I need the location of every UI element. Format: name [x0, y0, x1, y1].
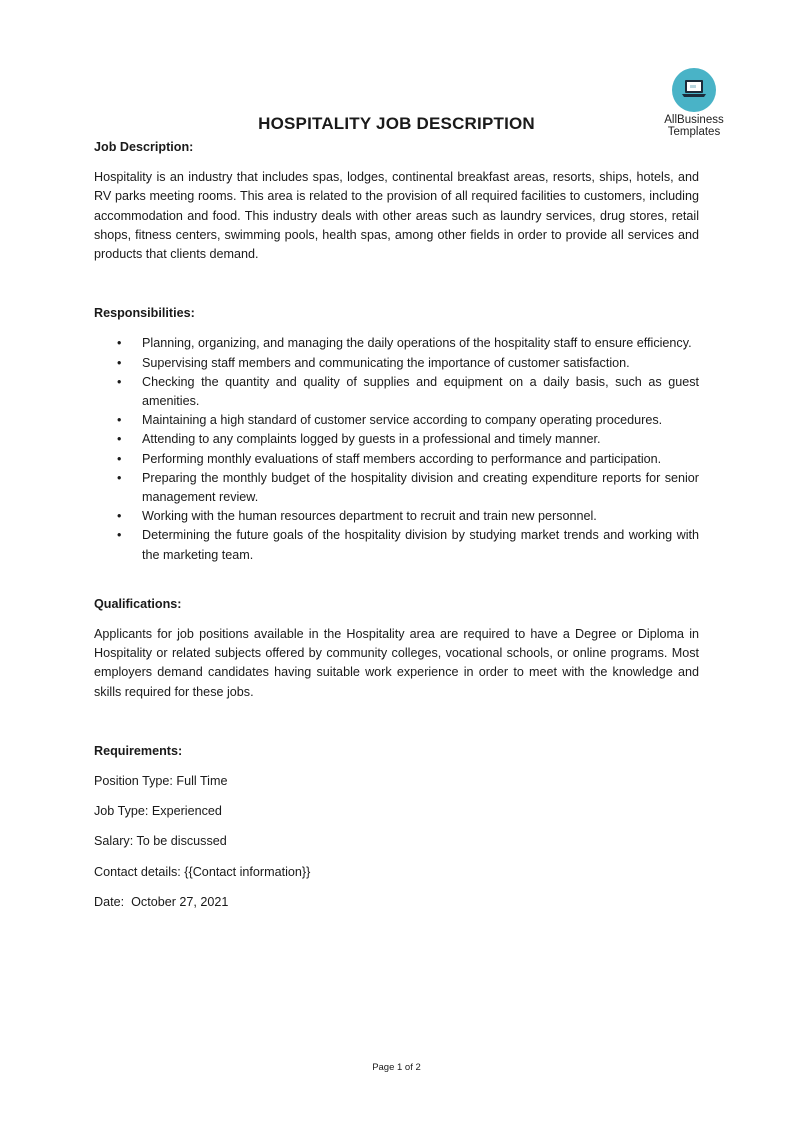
- page-title: HOSPITALITY JOB DESCRIPTION: [258, 114, 535, 133]
- responsibilities-list: [94, 334, 699, 564]
- contact-details: Contact details: {{Contact information}}: [94, 864, 311, 879]
- page-number: Page 1 of 2: [372, 1062, 421, 1073]
- document-body: [94, 138, 699, 912]
- position-type: Position Type: Full Time: [94, 774, 228, 789]
- requirements-heading: Requirements:: [94, 743, 183, 758]
- job-type: Job Type: Experienced: [94, 804, 222, 819]
- list-item: • Checking the quantity and quality of supplies and equipment on a daily basis, such as guest amenities.: [94, 373, 699, 411]
- date: Date: October 27, 2021: [94, 894, 229, 909]
- logo-line-2: Templates: [667, 126, 721, 138]
- list-item: • Performing monthly evaluations of staff members according to performance and participation.: [94, 450, 699, 469]
- job-description-text: Hospitality is an industry that includes spas, lodges, continental breakfast areas, resorts, ships, hotels, and RV parks meeting rooms. This area is related to the provision of all required facilities to customers, including accommodation and food. This industry deals with other areas such as laundry services, drug stores, retail shops, fitness centers, swimming pools, health spas, among other fields in order to provide all services and products that clients demand.: [94, 170, 699, 262]
- list-item: • Planning, organizing, and managing the daily operations of the hospitality staff to ensure efficiency.: [94, 334, 699, 353]
- list-item: • Preparing the monthly budget of the hospitality division and creating expenditure reports for senior management review.: [94, 469, 699, 507]
- list-item: • Supervising staff members and communicating the importance of customer satisfaction.: [94, 354, 699, 373]
- job-description-heading: Job Description:: [94, 140, 194, 154]
- qualifications-text: Applicants for job positions available in the Hospitality area are required to have a Degree or Diploma in Hospitality or related subjects offered by community colleges, vocational schools, or online programs. Most employers demand candidates having suitable work experience in order to meet with the knowledge and skills required for these jobs.: [94, 627, 699, 699]
- logo-line-1: AllBusiness: [664, 114, 724, 126]
- laptop-icon: [672, 68, 716, 112]
- list-item: • Attending to any complaints logged by guests in a professional and timely manner.: [94, 430, 699, 449]
- salary: Salary: To be discussed: [94, 834, 227, 849]
- list-item: • Working with the human resources department to recruit and train new personnel.: [94, 507, 699, 526]
- list-item: • Determining the future goals of the hospitality division by studying market trends and working with the marketing team.: [94, 526, 699, 564]
- list-item: • Maintaining a high standard of customer service according to company operating procedures.: [94, 411, 699, 430]
- responsibilities-heading: Responsibilities:: [94, 306, 195, 321]
- qualifications-heading: Qualifications:: [94, 596, 182, 611]
